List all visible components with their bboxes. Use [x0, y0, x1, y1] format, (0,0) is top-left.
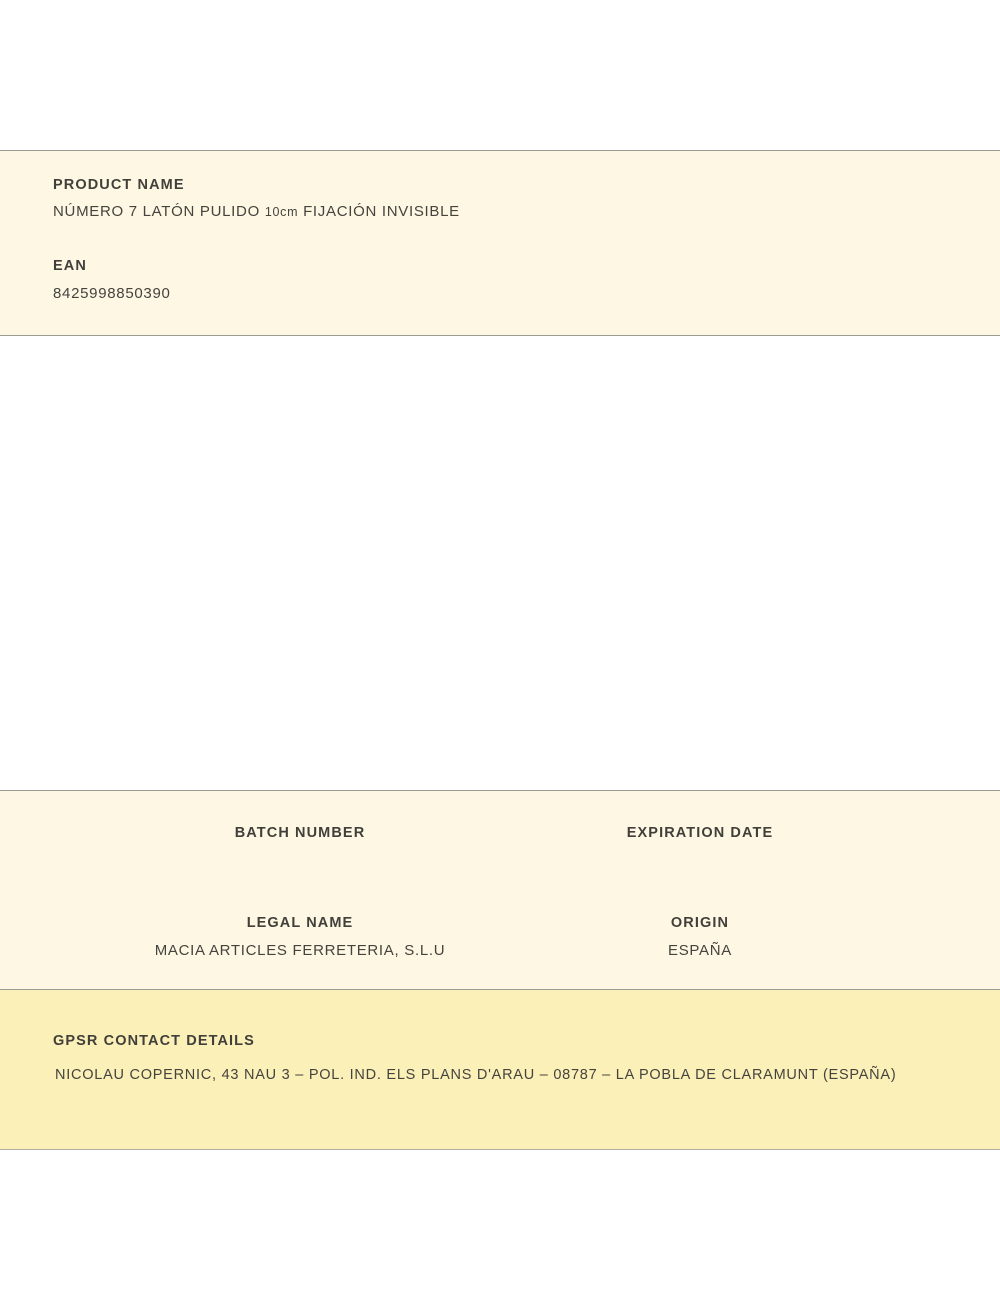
batch-number-group	[130, 825, 470, 841]
origin-label: ORIGIN	[670, 915, 730, 931]
batch-legal-section	[0, 790, 1000, 990]
batch-number-label: BATCH NUMBER	[234, 825, 366, 841]
origin-value: ESPAÑA	[668, 942, 732, 959]
product-info-section	[0, 150, 1000, 336]
expiration-date-label: EXPIRATION DATE	[626, 825, 774, 841]
product-name-prefix: NÚMERO 7 LATÓN PULIDO	[53, 203, 265, 220]
footer-blank-area	[0, 1150, 1000, 1300]
ean-label: EAN	[53, 258, 87, 274]
gpsr-contact-value: NICOLAU COPERNIC, 43 NAU 3 – POL. IND. ELS PLANS D'ARAU – 08787 – LA POBLA DE CLARAMUNT (ESPAÑA)	[55, 1067, 897, 1083]
legal-name-group	[130, 915, 470, 959]
product-name-unit: 10cm	[264, 205, 299, 219]
expiration-date-group	[530, 825, 870, 841]
gpsr-contact-section	[0, 990, 1000, 1150]
ean-value: 8425998850390	[53, 285, 171, 302]
origin-group	[530, 915, 870, 959]
gpsr-contact-label: GPSR CONTACT DETAILS	[53, 1033, 255, 1049]
product-name-group	[53, 177, 460, 220]
blank-spacer-area	[0, 336, 1000, 790]
ean-group	[53, 258, 460, 302]
product-info-inner	[53, 177, 460, 302]
legal-name-label: LEGAL NAME	[246, 915, 354, 931]
product-name-value	[53, 203, 460, 220]
product-name-label: PRODUCT NAME	[53, 177, 185, 193]
product-name-suffix: FIJACIÓN INVISIBLE	[298, 203, 460, 220]
legal-name-value: MACIA ARTICLES FERRETERIA, S.L.U	[154, 942, 446, 959]
